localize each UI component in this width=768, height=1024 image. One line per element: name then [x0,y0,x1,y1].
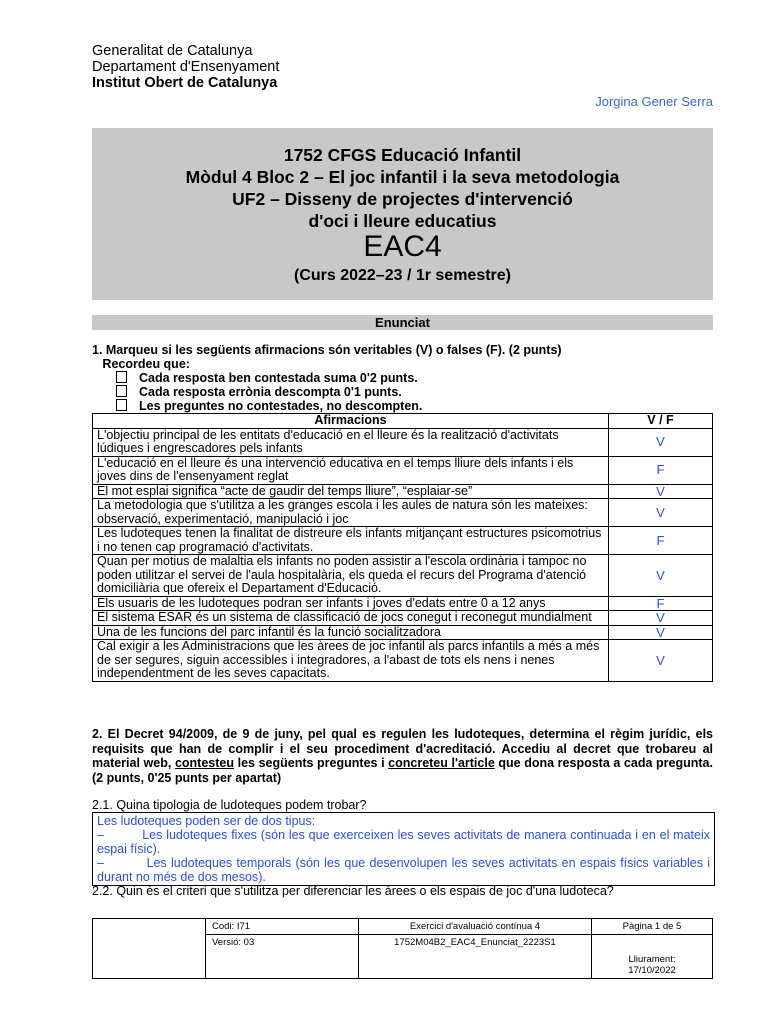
remember-label: Recordeu que: [102,357,190,371]
statement: L'educació en el lleure és una intervenció educativa en el temps lliure dels infants i els joves dins de l'ensenyament reglat [93,456,609,484]
title-line-2: Mòdul 4 Bloc 2 – El joc infantil i la seva metodologia [185,167,620,187]
statement: La metodologia que s'utilitza a les granges escola i les aules de natura són les mateixes: observació, experimentació, manipulació i joc [93,499,609,527]
answer: F [609,596,713,611]
checkbox-glyph-icon [116,399,127,411]
answer: F [609,527,713,555]
question-2-part-1: 2. El Decret 94/2009, de 9 de juny, pel qual es regulen les ludoteques, determina el règim jurídic, els requisits que han de complir i el seu procediment d'acreditació. Accediu al decret que trobareu al material web, [92,727,713,770]
header-affirmations: Afirmacions [93,414,609,429]
question-1-text: 1. Marqueu si les següents afirmacions són veritables (V) o falses (F). (2 punts) [92,343,562,357]
footer-version: Versió: 03 [206,935,359,979]
answer: V [609,625,713,640]
statement: El mot esplai significa “acte de gaudir del temps lliure”, “esplaiar-se” [93,484,609,499]
bullet-item: Cada resposta ben contestada suma 0'2 punts. [92,371,722,385]
title-line-1: 1752 CFGS Educació Infantil [283,145,522,165]
table-row [93,555,713,597]
question-2-part-3: que dona resposta a cada pregunta. (2 punts, 0'25 punts per apartat) [92,756,713,785]
author-name: Jorgina Gener Serra [595,94,713,109]
title-course: (Curs 2022–23 / 1r semestre) [293,267,512,284]
answer-item-1: – Les ludoteques fixes (són les que exerceixen les seves activitats de manera continuada i en el mateix espai físic). [97,828,710,856]
bullet-item: Les preguntes no contestades, no descompten. [92,399,722,413]
checkbox-glyph-icon [116,385,127,397]
checkbox-glyph-icon [116,371,127,383]
answer: V [609,555,713,597]
footer-page: Pàgina 1 de 5 [592,919,713,935]
institution-block [92,43,279,91]
statement: Quan per motius de malaltia els infants no poden assistir a l'escola ordinària i tampoc no poden utilitzar el servei de l'aula hospitalària, els queda el recurs del Programa d'atenció domiciliària que ofereix el Departament d'Educació. [93,555,609,597]
table-row [93,456,713,484]
footer-delivery [592,935,713,979]
answer: V [609,428,713,456]
institution-line-2: Departament d'Ensenyament [92,59,280,75]
institution-line-3: Institut Obert de Catalunya [92,75,278,91]
title-line-4: d'oci i lleure educatius [308,211,497,231]
title-eac: EAC4 [363,230,442,263]
table-row [93,640,713,682]
table-row [93,484,713,499]
footer-table [92,918,713,979]
table-row [93,428,713,456]
true-false-table [92,413,713,682]
answer: V [609,484,713,499]
section-header: Enunciat [92,315,713,330]
footer-filename: 1752M04B2_EAC4_Enunciat_2223S1 [359,935,592,979]
table-row [93,611,713,626]
answer: V [609,611,713,626]
footer-code: Codi: I71 [206,919,359,935]
answer: V [609,640,713,682]
institution-line-1: Generalitat de Catalunya [92,43,253,59]
table-row [93,527,713,555]
statement: El sistema ESAR és un sistema de classificació de jocs conegut i reconegut mundialment [93,611,609,626]
answer-box[interactable] [92,812,715,886]
question-2 [92,727,713,785]
table-header-row [93,414,713,429]
underlined-article: concreteu l'article [388,756,495,770]
table-row [93,625,713,640]
statement: Cal exigir a les Administracions que les àrees de joc infantil als parcs infantils a més a més de ser segures, siguin accessibles i integradores, a l'abast de tots els nens i nenes independentment de les seves capacitats. [93,640,609,682]
table-row [93,596,713,611]
answer: V [609,499,713,527]
statement: Els usuaris de les ludoteques podran ser infants i joves d'edats entre 0 a 12 anys [93,596,609,611]
footer-exercise: Exercici d'avaluació contínua 4 [359,919,592,935]
question-2-part-2: les següents preguntes i [237,756,385,770]
question-2-2: 2.2. Quin és el criteri que s'utilitza per diferenciar les àrees o els espais de joc d'una ludoteca? [92,884,614,898]
title-line-3: UF2 – Disseny de projectes d'intervenció [232,189,573,209]
statement: L'objectiu principal de les entitats d'educació en el lleure és la realització d'activitats lúdiques i engrescadores pels infants [93,428,609,456]
underlined-contesteu: contesteu [174,756,234,770]
footer-delivery-date: 17/10/2022 [628,965,676,976]
answer-intro: Les ludoteques poden ser de dos tipus: [97,814,316,828]
statement: Una de les funcions del parc infantil és la funció socialitzadora [93,625,609,640]
question-1 [92,343,722,413]
footer-blank [93,919,206,979]
statement: Les ludoteques tenen la finalitat de distreure els infants mitjançant estructures psicomotrius i no tenen cap programació d'activitats. [93,527,609,555]
bullet-item: Cada resposta errònia descompta 0'1 punts. [92,385,722,399]
question-2-1: 2.1. Quina tipologia de ludoteques podem trobar? [92,798,367,812]
header-vf: V / F [609,414,713,429]
answer: F [609,456,713,484]
footer-delivery-label: Lliurament: [628,954,676,965]
answer-item-2: – Les ludoteques temporals (són les que desenvolupen les seves activitats en espais físics variables i durant no més de dos mesos). [97,856,711,884]
table-row [93,499,713,527]
title-box [92,128,713,300]
